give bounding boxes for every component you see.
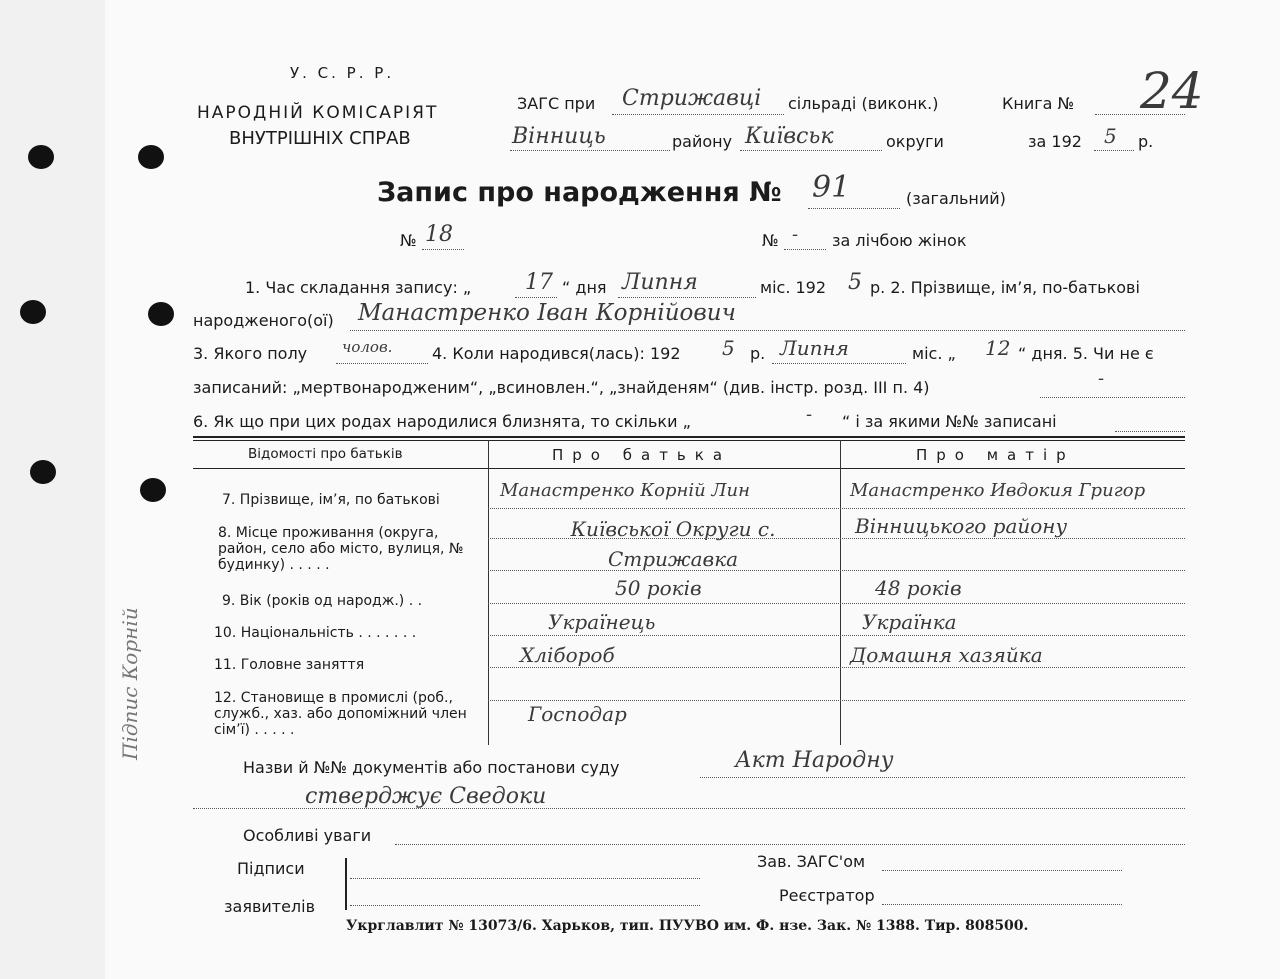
okruha-suffix: округи — [886, 132, 944, 151]
zags-prefix: ЗАГС при — [517, 94, 596, 113]
punch-hole — [28, 145, 54, 169]
line1-day-suffix: “ дня — [562, 278, 607, 297]
year-prefix: за 192 — [1028, 132, 1082, 151]
punch-hole — [140, 478, 166, 502]
punch-hole — [30, 460, 56, 484]
line1-day: 17 — [525, 270, 553, 295]
registrar-label: Реєстратор — [779, 886, 875, 905]
line5-tail: “ і за якими №№ записані — [842, 412, 1057, 431]
signatures-label: Підписи — [237, 859, 305, 878]
margin-note: Підпис Корній — [118, 607, 142, 760]
left-page-edge — [0, 0, 105, 979]
row-label-age: 9. Вік (років од народж.) . . — [222, 593, 423, 609]
child-sex: чолов. — [342, 338, 393, 356]
signatures-label-2: заявителів — [224, 897, 316, 916]
punch-hole — [138, 145, 164, 169]
ussr-label: У. С. Р. Р. — [290, 64, 395, 82]
village-suffix: сільраді (виконк.) — [788, 94, 939, 113]
father-age: 50 років — [615, 576, 702, 600]
book-number: 24 — [1140, 62, 1204, 120]
year-suffix: р. — [1138, 132, 1154, 151]
record-number: 91 — [812, 170, 851, 205]
mother-nationality: Українка — [862, 610, 957, 634]
line1-month-suffix: міс. 192 — [760, 278, 827, 297]
father-occupation: Хлібороб — [520, 643, 615, 667]
born-month-suffix: міс. „ — [912, 344, 956, 363]
line2-label: народженого(ої) — [193, 311, 334, 330]
female-no-suffix: за лічбою жінок — [832, 231, 967, 250]
father-industry-status: Господар — [528, 702, 627, 726]
row-label-residence: 8. Місце проживання (округа, район, село або місто, вулиця, № будинку) . . . . . — [218, 525, 464, 573]
documents-value2: стверджує Сведоки — [305, 784, 547, 809]
twins-value: - — [806, 404, 813, 425]
female-no-value: - — [792, 224, 799, 245]
line3-label: 3. Якого полу — [193, 344, 308, 363]
district-suffix: району — [672, 132, 733, 151]
mother-name: Манастренко Ивдокия Григор — [850, 480, 1146, 501]
print-footer: Укрглавлит № 13073/6. Харьков, тип. ПУУВО им. Ф. нзе. Зак. № 1388. Тир. 808500. — [346, 918, 1029, 934]
line3-tail: “ дня. 5. Чи не є — [1018, 344, 1154, 363]
line3-born-label: 4. Коли народився(лась): 192 — [432, 344, 681, 363]
father-name: Манастренко Корній Лин — [500, 480, 750, 501]
remarks-label: Особливі уваги — [243, 826, 372, 845]
female-no-label: № — [762, 231, 779, 250]
row-label-name: 7. Прізвище, ім’я, по батькові — [222, 492, 440, 508]
book-label: Книга № — [1002, 94, 1075, 113]
district-value: Вінниць — [512, 124, 606, 149]
line1-year: 5 — [848, 270, 862, 295]
col-header-father: Про батька — [552, 446, 732, 464]
child-name: Манастренко Іван Корнійович — [358, 300, 736, 326]
male-no-label: № — [400, 231, 417, 250]
record-general: (загальний) — [906, 189, 1006, 208]
okruha-value: Київськ — [745, 124, 834, 149]
male-no-value: 18 — [425, 222, 453, 247]
punch-hole — [20, 300, 46, 324]
row-label-industry-status: 12. Становище в промислі (роб., служб., хаз. або допоміжний член сім’ї) . . . . . — [214, 690, 467, 738]
year-value: 5 — [1104, 124, 1117, 148]
line4-value: - — [1098, 368, 1105, 389]
row-label-occupation: 11. Головне заняття — [214, 657, 365, 673]
col-header-info: Відомості про батьків — [248, 446, 403, 462]
father-residence: Київської Округи с. Стрижавка — [570, 517, 776, 571]
born-day: 12 — [985, 336, 1011, 360]
father-nationality: Українець — [548, 610, 656, 634]
line1-tail: р. 2. Прізвище, ім’я, по-батькові — [870, 278, 1140, 297]
head-label: Зав. ЗАГС'ом — [757, 852, 866, 871]
documents-value1: Акт Народну — [735, 748, 894, 773]
punch-hole — [148, 302, 174, 326]
record-title: Запис про народження № — [377, 177, 782, 208]
line1-month: Липня — [622, 270, 698, 295]
documents-label: Назви й №№ документів або постанови суду — [243, 758, 620, 777]
mother-occupation: Домашня хазяйка — [850, 643, 1043, 667]
row-label-nationality: 10. Національність . . . . . . . — [214, 625, 417, 641]
zags-village-value: Стрижавці — [622, 86, 762, 111]
mother-age: 48 років — [875, 576, 962, 600]
mother-residence: Вінницького району — [855, 514, 1068, 538]
line4-label: записаний: „мертвонародженим“, „всиновлен.“, „знайденям“ (див. інстр. розд. III п. 4) — [193, 378, 930, 397]
commissariat-line2: ВНУТРІШНІХ СПРАВ — [229, 128, 411, 149]
born-year: 5 — [722, 336, 735, 360]
line5-label: 6. Як що при цих родах народилися близнята, то скільки „ — [193, 412, 691, 431]
born-year-suffix: р. — [750, 344, 766, 363]
commissariat-line1: НАРОДНІЙ КОМІСАРІЯТ — [197, 103, 439, 123]
born-month: Липня — [780, 336, 849, 360]
line1-label: 1. Час складання запису: „ — [245, 278, 472, 297]
col-header-mother: Про матір — [916, 446, 1075, 464]
